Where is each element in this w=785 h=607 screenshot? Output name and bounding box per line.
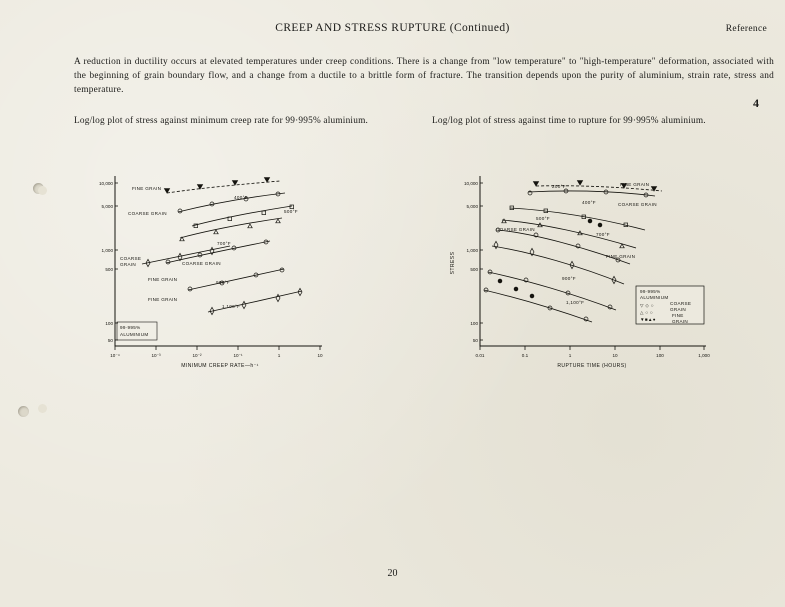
svg-text:50: 50	[472, 338, 478, 343]
svg-text:50: 50	[107, 338, 113, 343]
svg-text:1,000: 1,000	[698, 353, 710, 358]
svg-text:200°F: 200°F	[552, 184, 566, 189]
svg-text:GRAIN: GRAIN	[672, 319, 689, 324]
svg-text:10: 10	[612, 353, 618, 358]
svg-text:99·995%: 99·995%	[640, 289, 661, 294]
punch-hole	[38, 404, 47, 413]
svg-text:ALUMINIUM: ALUMINIUM	[640, 295, 669, 300]
svg-text:5,000: 5,000	[101, 204, 113, 209]
svg-text:10: 10	[317, 353, 323, 358]
svg-text:STRESS: STRESS	[450, 251, 456, 275]
svg-text:▽ ◇ ○: ▽ ◇ ○	[640, 303, 654, 308]
svg-text:100: 100	[470, 321, 478, 326]
svg-text:500°F: 500°F	[536, 216, 550, 221]
svg-text:500: 500	[470, 267, 478, 272]
svg-text:10⁻²: 10⁻²	[192, 353, 202, 358]
svg-text:10⁻¹: 10⁻¹	[233, 353, 243, 358]
punch-hole	[18, 406, 29, 417]
reference-label: Reference	[725, 24, 767, 34]
svg-text:COARSE GRAIN: COARSE GRAIN	[182, 261, 221, 266]
svg-text:COARSE GRAIN: COARSE GRAIN	[496, 227, 535, 232]
svg-text:COARSE: COARSE	[670, 301, 692, 306]
figure-rupture-time-chart	[440, 168, 760, 373]
svg-text:500: 500	[105, 267, 113, 272]
svg-text:FINE GRAIN: FINE GRAIN	[606, 254, 636, 259]
svg-text:1: 1	[277, 353, 281, 358]
svg-text:500°F: 500°F	[284, 209, 298, 214]
svg-text:10⁻⁴: 10⁻⁴	[110, 353, 120, 358]
svg-text:△ ○ ○: △ ○ ○	[640, 310, 654, 315]
figure-caption-right: Log/log plot of stress against time to rupture for 99·995% aluminium.	[432, 116, 706, 126]
svg-text:900°F: 900°F	[562, 276, 576, 281]
svg-text:10⁻³: 10⁻³	[151, 353, 161, 358]
svg-text:FINE GRAIN: FINE GRAIN	[132, 186, 162, 191]
footer-page-number: 20	[387, 568, 398, 579]
svg-text:FINE GRAIN: FINE GRAIN	[620, 182, 650, 187]
svg-text:400°F: 400°F	[234, 195, 248, 200]
svg-text:FINE GRAIN: FINE GRAIN	[148, 277, 178, 282]
svg-text:10,000: 10,000	[463, 181, 478, 186]
svg-text:100: 100	[105, 321, 113, 326]
svg-text:99·995%: 99·995%	[120, 325, 141, 330]
svg-text:MINIMUM CREEP RATE—h⁻¹: MINIMUM CREEP RATE—h⁻¹	[181, 363, 259, 369]
svg-text:5,000: 5,000	[466, 204, 478, 209]
svg-text:GRAIN: GRAIN	[670, 307, 687, 312]
svg-text:700°F: 700°F	[596, 232, 610, 237]
svg-text:700°F: 700°F	[217, 241, 231, 246]
svg-text:0.1: 0.1	[521, 353, 529, 358]
svg-text:▼■▲●: ▼■▲●	[640, 317, 656, 322]
svg-text:FINE: FINE	[672, 313, 684, 318]
svg-text:1,100°F: 1,100°F	[566, 300, 585, 305]
svg-text:1,100°F: 1,100°F	[222, 304, 241, 309]
svg-text:RUPTURE TIME (HOURS): RUPTURE TIME (HOURS)	[557, 363, 627, 369]
svg-text:900°F: 900°F	[216, 280, 230, 285]
svg-text:COARSE GRAIN: COARSE GRAIN	[618, 202, 657, 207]
svg-text:COARSE GRAIN: COARSE GRAIN	[128, 211, 167, 216]
svg-text:COARSE: COARSE	[120, 256, 142, 261]
page-title: CREEP AND STRESS RUPTURE (Continued)	[275, 22, 510, 34]
svg-text:ALUMINIUM: ALUMINIUM	[120, 332, 149, 337]
svg-text:1: 1	[568, 353, 572, 358]
svg-text:GRAIN: GRAIN	[120, 262, 137, 267]
svg-text:1,000: 1,000	[466, 248, 478, 253]
svg-text:10,000: 10,000	[98, 181, 113, 186]
body-paragraph: A reduction in ductility occurs at elevated temperatures under creep conditions. There is a change from "low temperature" to "high-temperature" deformation, associated with the beginning of grain boundary flow, and a change from a ductile to a brittle form of fracture. The transition depends upon the purity of aluminium, strain rate, stress and temperature.	[74, 57, 774, 96]
svg-text:FINE GRAIN: FINE GRAIN	[148, 297, 178, 302]
svg-text:100: 100	[656, 353, 664, 358]
svg-text:1,000: 1,000	[101, 248, 113, 253]
svg-text:400°F: 400°F	[582, 200, 596, 205]
punch-hole	[38, 186, 47, 195]
figure-creep-rate-chart	[70, 168, 370, 373]
section-number: 4	[753, 96, 759, 110]
svg-text:0.01: 0.01	[475, 353, 485, 358]
figure-caption-left: Log/log plot of stress against minimum creep rate for 99·995% aluminium.	[74, 116, 369, 126]
